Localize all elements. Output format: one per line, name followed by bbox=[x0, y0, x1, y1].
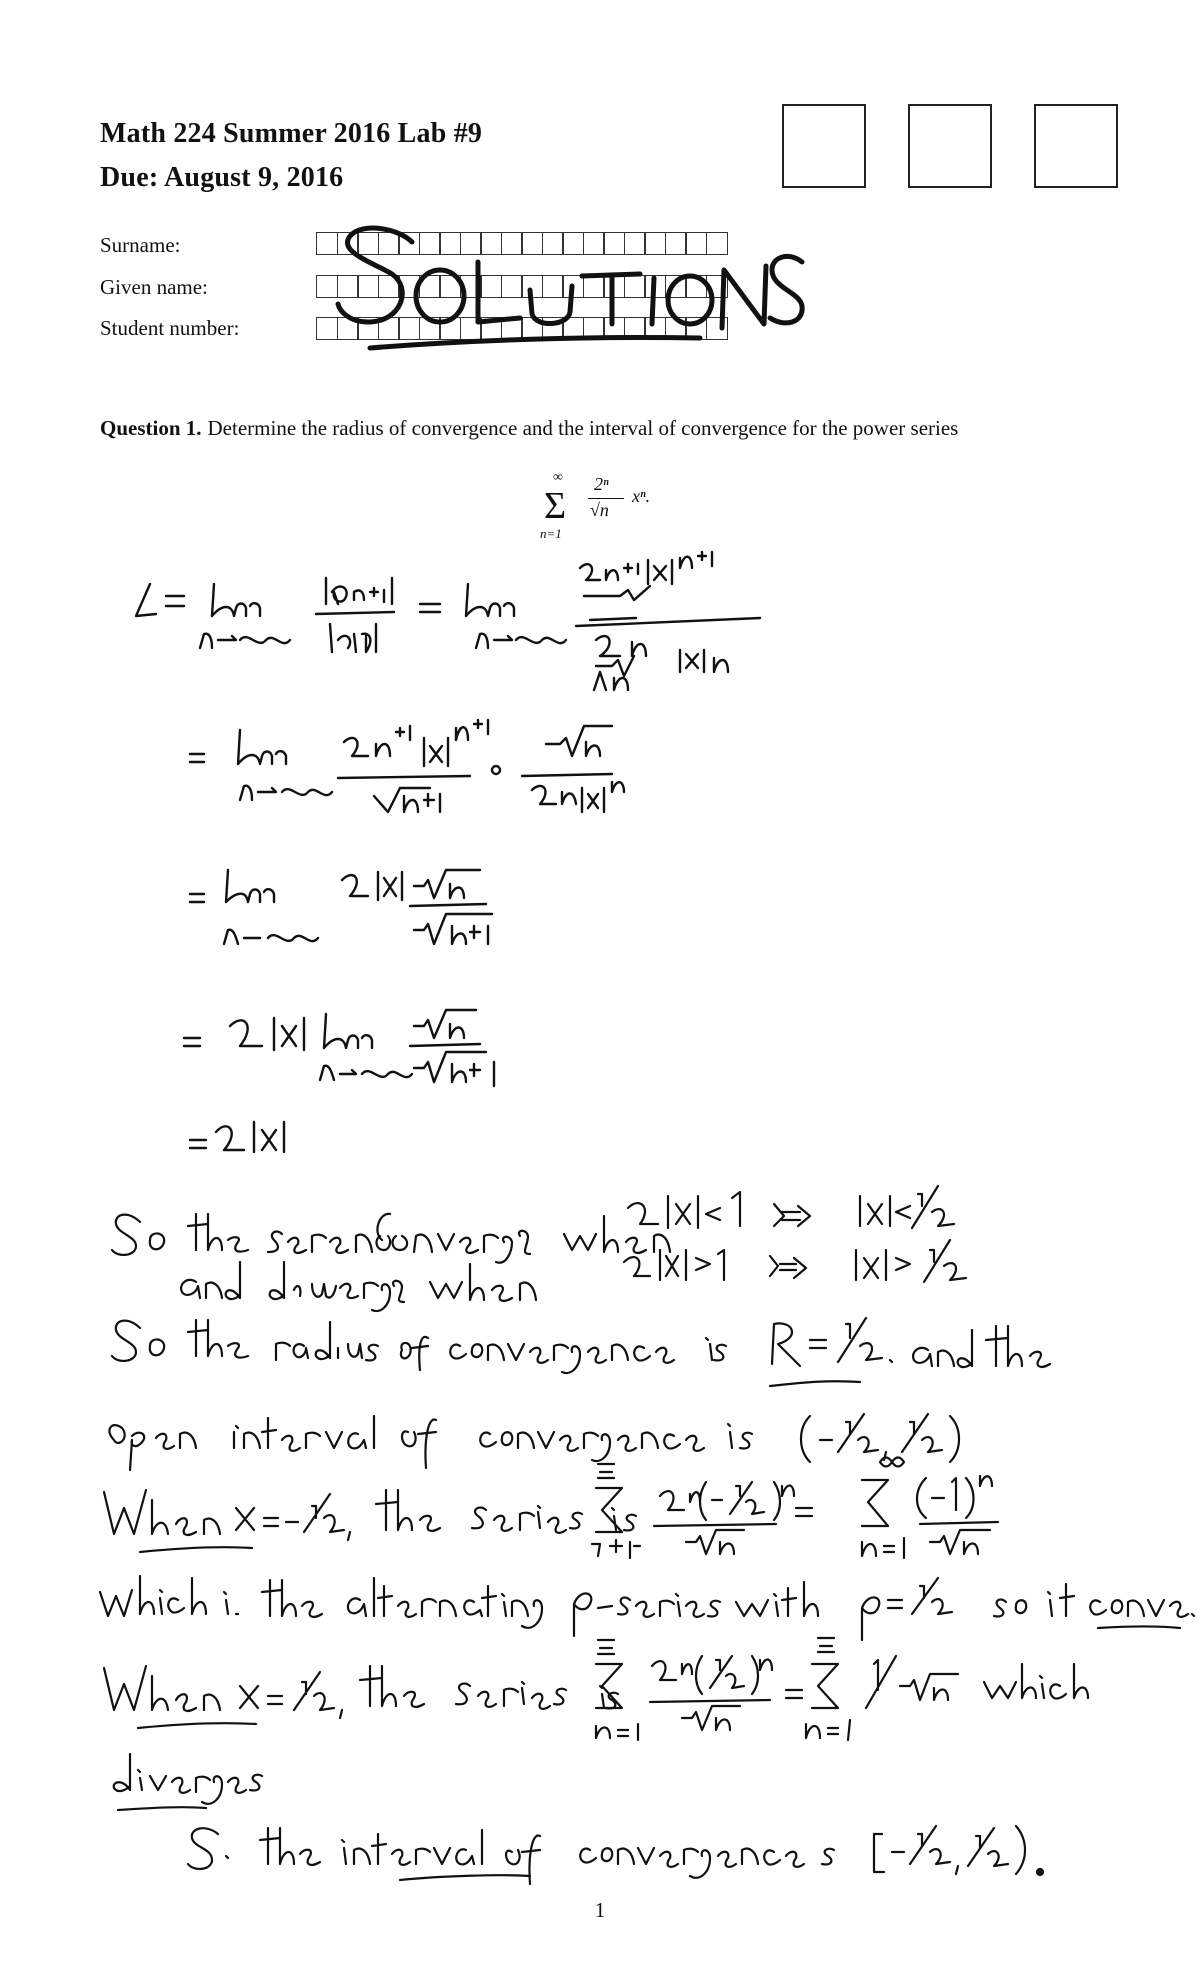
limit-line-5 bbox=[190, 1122, 284, 1152]
series-denominator: √n bbox=[590, 500, 609, 520]
sum-lower-limit: n=1 bbox=[540, 526, 562, 541]
text-line-interval bbox=[188, 1826, 1043, 1884]
text-line-alternating bbox=[100, 1576, 1194, 1640]
page-number: 1 bbox=[594, 1898, 606, 1922]
sum-upper-limit: ∞ bbox=[553, 470, 563, 485]
text-line-converges bbox=[112, 1186, 954, 1263]
solutions-stamp bbox=[338, 228, 802, 348]
text-line-diverges bbox=[181, 1240, 966, 1311]
limit-line-4 bbox=[184, 1010, 494, 1086]
question-text: Determine the radius of convergence and the interval of convergence for the power series bbox=[207, 416, 959, 440]
given-name-label: Given name: bbox=[100, 275, 208, 299]
surname-label: Surname: bbox=[100, 233, 181, 257]
sigma-symbol: Σ bbox=[544, 485, 567, 527]
text-line-left-endpoint bbox=[104, 1458, 998, 1559]
due-date: Due: August 9, 2016 bbox=[100, 162, 344, 193]
text-line-radius bbox=[112, 1318, 1050, 1386]
text-line-diverges-word bbox=[114, 1754, 262, 1810]
series-numerator: 2ⁿ bbox=[594, 474, 609, 494]
limit-line-3 bbox=[190, 870, 492, 944]
limit-line-1 bbox=[136, 552, 760, 690]
text-line-open-interval bbox=[109, 1414, 959, 1470]
limit-line-2 bbox=[190, 720, 624, 812]
student-number-label: Student number: bbox=[100, 316, 240, 340]
question-label: Question 1. bbox=[100, 416, 202, 440]
series-term: xⁿ. bbox=[632, 486, 651, 506]
text-line-right-endpoint bbox=[104, 1638, 1088, 1740]
lab-title: Math 224 Summer 2016 Lab #9 bbox=[100, 118, 483, 149]
